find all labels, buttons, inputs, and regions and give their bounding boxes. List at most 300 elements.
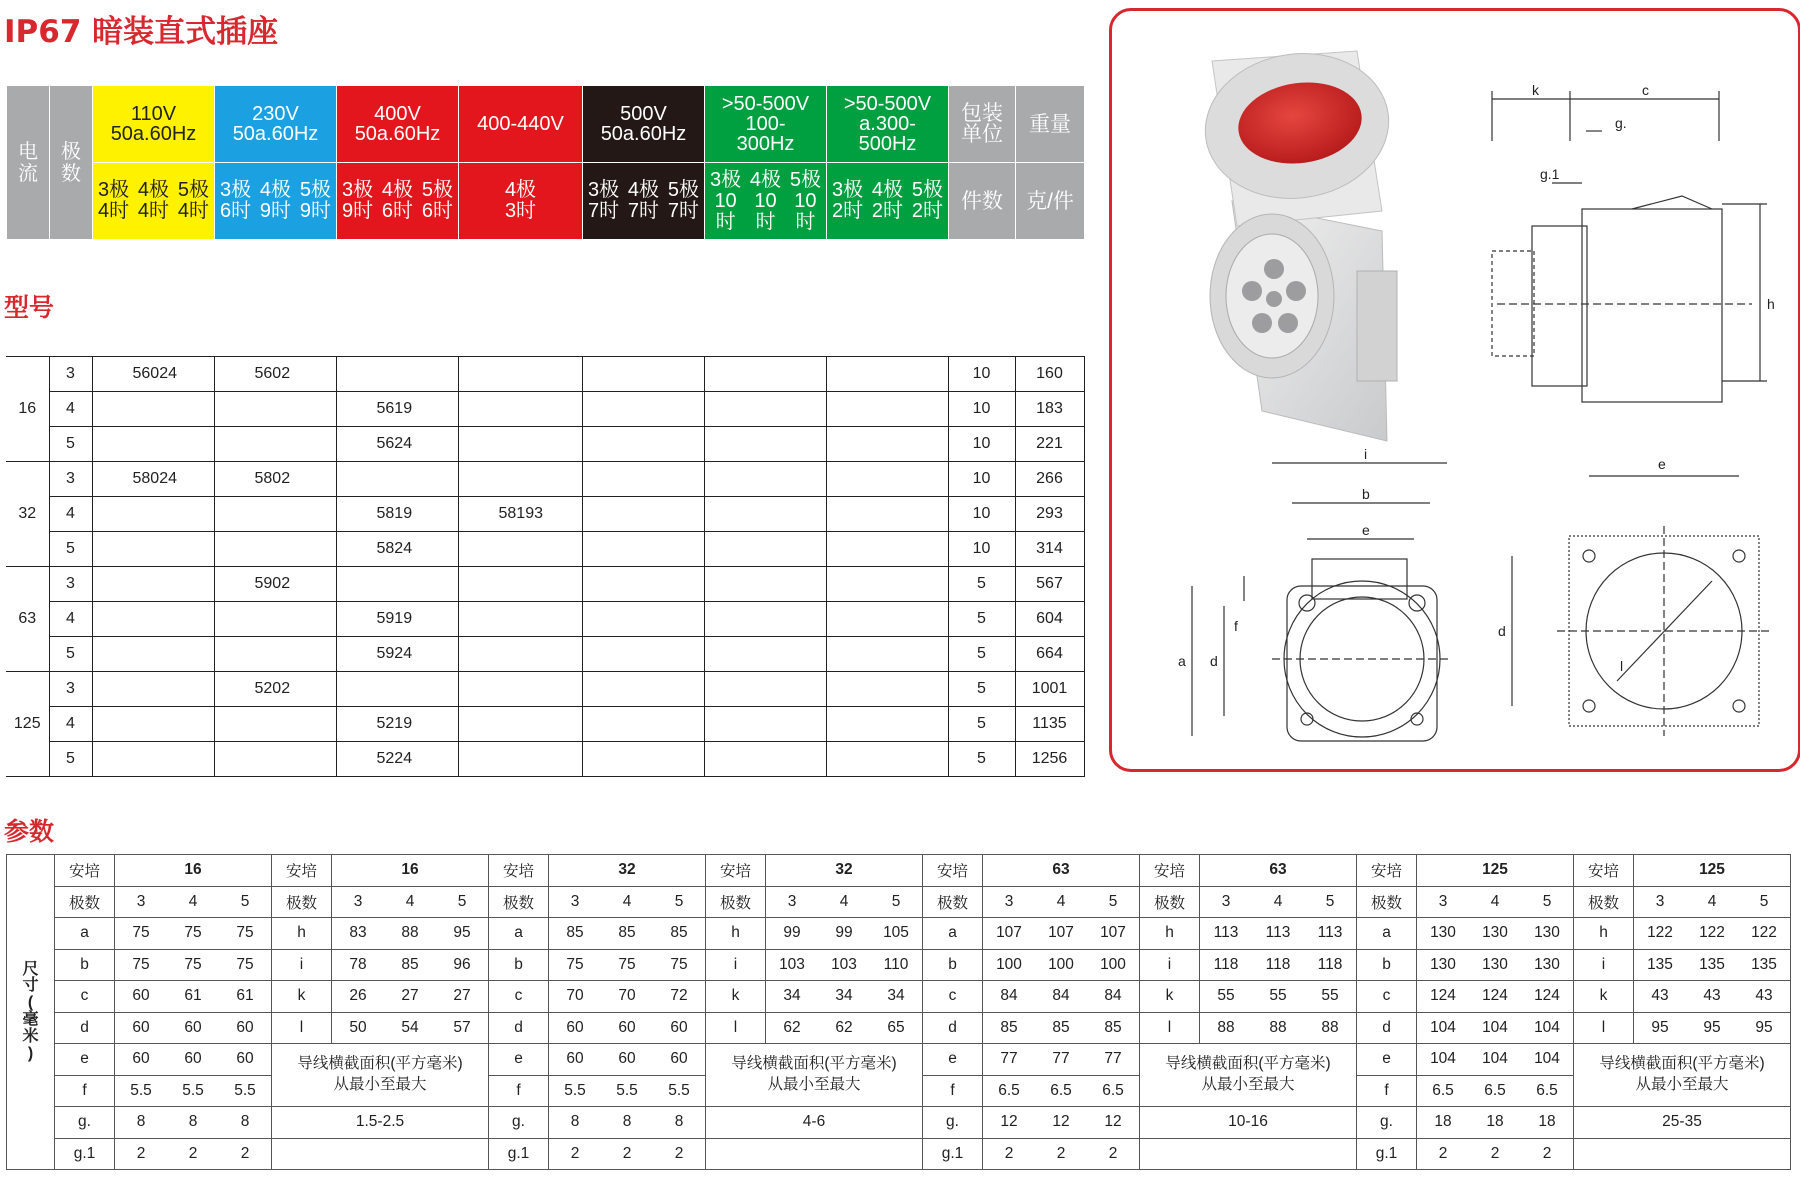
model-pack: 5 (948, 602, 1015, 637)
dim-key: b (923, 949, 983, 981)
dim-value: 4 (1707, 892, 1717, 910)
model-number (92, 392, 214, 427)
value-triplet (549, 1082, 705, 1100)
dim-value: 124 (1482, 987, 1508, 1005)
model-number (214, 707, 336, 742)
poles-label: 极数 (1574, 886, 1634, 918)
pole-hour-label: 5极 4时 (177, 179, 209, 222)
dim-value: 75 (236, 955, 254, 973)
model-number (458, 637, 582, 672)
value-triplet (1200, 1019, 1356, 1037)
dim-value: 6.5 (1484, 1081, 1506, 1099)
model-row (6, 427, 1084, 462)
dim-values (332, 981, 489, 1013)
model-number (214, 392, 336, 427)
model-weight: 664 (1015, 637, 1084, 672)
param-row (7, 918, 1791, 950)
dim-key: l (706, 1012, 766, 1044)
spec-header-table (6, 85, 1085, 240)
value-triplet (549, 1050, 705, 1068)
dim-values (1634, 949, 1791, 981)
pole-hour-label: 4极 6时 (381, 179, 414, 222)
dim-label-c: c (1642, 82, 1649, 98)
dim-value: 104 (1534, 1050, 1560, 1068)
model-number: 5224 (336, 742, 458, 777)
model-number: 5924 (336, 637, 458, 672)
value-triplet (115, 1145, 271, 1163)
dim-value: 8 (188, 1113, 198, 1131)
dim-values (766, 918, 923, 950)
dim-values (1417, 918, 1574, 950)
dim-key: i (706, 949, 766, 981)
model-number (458, 602, 582, 637)
amp-value: 63 (1200, 855, 1357, 887)
dim-key: h (1574, 918, 1634, 950)
dim-key: f (55, 1075, 115, 1107)
dim-value: 130 (1534, 924, 1560, 942)
poles-values (1200, 886, 1357, 918)
dim-value: 62 (835, 1018, 853, 1036)
dim-value: 130 (1430, 924, 1456, 942)
poles-values (332, 886, 489, 918)
dim-value: 60 (618, 1018, 636, 1036)
dim-value: 60 (132, 1050, 150, 1068)
dim-value: 2 (1056, 1144, 1066, 1162)
dim-value: 84 (1000, 987, 1018, 1005)
model-pack: 10 (948, 462, 1015, 497)
dim-value: 85 (401, 955, 419, 973)
param-row (7, 949, 1791, 981)
dim-key: a (1357, 918, 1417, 950)
model-number (704, 427, 826, 462)
model-pack: 10 (948, 497, 1015, 532)
dim-value: 3 (353, 892, 363, 910)
wire-range: 4-6 (706, 1107, 923, 1139)
header-poles-0 (93, 163, 215, 240)
dim-key: l (1140, 1012, 1200, 1044)
dim-value: 130 (1482, 924, 1508, 942)
dim-value: 88 (1321, 1018, 1339, 1036)
dim-value: 43 (1651, 987, 1669, 1005)
value-triplet (1634, 893, 1790, 911)
empty-cell (1574, 1138, 1791, 1170)
model-weight: 1001 (1015, 672, 1084, 707)
dim-values (115, 1044, 272, 1076)
dim-values (1634, 981, 1791, 1013)
model-row (6, 497, 1084, 532)
dim-value: 105 (883, 924, 909, 942)
model-row (6, 672, 1084, 707)
model-current: 32 (6, 462, 49, 567)
dim-values (115, 1075, 272, 1107)
dim-value: 8 (674, 1113, 684, 1131)
dim-value: 107 (1048, 924, 1074, 942)
dim-value: 60 (184, 1050, 202, 1068)
model-number (704, 742, 826, 777)
poles-values (983, 886, 1140, 918)
dim-value: 18 (1538, 1113, 1556, 1131)
value-triplet (115, 1019, 271, 1037)
model-number (92, 672, 214, 707)
dim-value: 85 (1000, 1018, 1018, 1036)
voltage-label: 110V (130, 103, 177, 125)
model-weight: 1135 (1015, 707, 1084, 742)
model-poles: 3 (49, 672, 92, 707)
dim-value: 75 (670, 955, 688, 973)
dim-value: 135 (1751, 955, 1777, 973)
dim-value: 6.5 (1102, 1081, 1124, 1099)
dim-key: k (706, 981, 766, 1013)
param-side-label: 尺 寸 ( 毫 米 ) (7, 855, 55, 1170)
model-number (826, 637, 948, 672)
dim-values (549, 949, 706, 981)
dim-value: 5 (1759, 892, 1769, 910)
value-triplet (983, 1050, 1139, 1068)
dim-key: c (1357, 981, 1417, 1013)
side-view-drawing (1492, 91, 1767, 402)
model-number (582, 742, 704, 777)
dim-key: h (706, 918, 766, 950)
model-number (92, 707, 214, 742)
frequency-label: 50a.60Hz (232, 123, 319, 145)
model-number (458, 742, 582, 777)
dim-value: 43 (1755, 987, 1773, 1005)
pole-hour-label: 5极 2时 (911, 179, 943, 222)
model-number (92, 497, 214, 532)
model-number (336, 462, 458, 497)
dim-value: 95 (1651, 1018, 1669, 1036)
dim-value: 4 (622, 892, 632, 910)
model-pack: 5 (948, 707, 1015, 742)
model-weight: 293 (1015, 497, 1084, 532)
dim-key: c (489, 981, 549, 1013)
poles-label: 极数 (1357, 886, 1417, 918)
product-diagrams (1112, 11, 1798, 769)
dim-value: 60 (618, 1050, 636, 1068)
model-number (704, 637, 826, 672)
dim-key: d (55, 1012, 115, 1044)
model-weight: 160 (1015, 357, 1084, 392)
model-number (458, 707, 582, 742)
dim-value: 61 (236, 987, 254, 1005)
dim-value: 100 (1048, 955, 1074, 973)
param-row (7, 1138, 1791, 1170)
frequency-label: a.300- 500Hz (858, 113, 917, 155)
dim-label-f: f (1234, 618, 1238, 634)
model-number: 58024 (92, 462, 214, 497)
header-voltage-1 (215, 86, 337, 163)
header-weight-label: 重量 (1016, 86, 1085, 163)
dim-value: 12 (1104, 1113, 1122, 1131)
dim-value: 77 (1104, 1050, 1122, 1068)
dim-value: 77 (1000, 1050, 1018, 1068)
dim-values (1417, 1138, 1574, 1170)
dim-values (115, 1107, 272, 1139)
model-poles: 4 (49, 602, 92, 637)
value-triplet (332, 893, 488, 911)
model-number (826, 462, 948, 497)
dim-value: 3 (1655, 892, 1665, 910)
model-number (582, 672, 704, 707)
dim-value: 2 (570, 1144, 580, 1162)
value-triplet (115, 924, 271, 942)
dim-value: 2 (136, 1144, 146, 1162)
value-triplet (766, 924, 922, 942)
wire-range: 10-16 (1140, 1107, 1357, 1139)
dim-key: l (272, 1012, 332, 1044)
model-number: 5202 (214, 672, 336, 707)
dim-value: 3 (1004, 892, 1014, 910)
model-row (6, 567, 1084, 602)
model-weight: 266 (1015, 462, 1084, 497)
dim-values (332, 918, 489, 950)
dim-values (332, 1012, 489, 1044)
model-number (582, 357, 704, 392)
dim-value: 5.5 (616, 1081, 638, 1099)
model-row (6, 742, 1084, 777)
dim-values (549, 981, 706, 1013)
dim-values (332, 949, 489, 981)
dim-value: 4 (1056, 892, 1066, 910)
amp-value: 16 (115, 855, 272, 887)
model-number: 5602 (214, 357, 336, 392)
value-triplet (983, 1019, 1139, 1037)
dim-value: 12 (1000, 1113, 1018, 1131)
model-weight: 1256 (1015, 742, 1084, 777)
dim-value: 6.5 (998, 1081, 1020, 1099)
model-row (6, 357, 1084, 392)
voltage-label: >50-500V (721, 93, 810, 115)
dim-value: 99 (835, 924, 853, 942)
dim-value: 122 (1699, 924, 1725, 942)
dim-value: 5 (674, 892, 684, 910)
model-number (826, 497, 948, 532)
dim-key: e (923, 1044, 983, 1076)
dim-label-a: a (1178, 653, 1186, 669)
model-poles: 5 (49, 637, 92, 672)
dim-value: 5 (1542, 892, 1552, 910)
dim-value: 104 (1430, 1050, 1456, 1068)
model-number (582, 602, 704, 637)
model-number (826, 357, 948, 392)
dim-value: 83 (349, 924, 367, 942)
dim-values (1200, 918, 1357, 950)
dim-value: 75 (132, 924, 150, 942)
dim-label-h: h (1767, 296, 1775, 312)
model-number (214, 532, 336, 567)
value-triplet (1634, 924, 1790, 942)
value-triplet (115, 1082, 271, 1100)
dim-value: 60 (566, 1050, 584, 1068)
dim-value: 60 (236, 1018, 254, 1036)
voltage-label: 230V (252, 103, 299, 125)
param-row (7, 886, 1791, 918)
model-weight: 567 (1015, 567, 1084, 602)
dim-values (1417, 1044, 1574, 1076)
model-row (6, 602, 1084, 637)
model-row (6, 392, 1084, 427)
dim-value: 104 (1482, 1050, 1508, 1068)
dim-value: 18 (1434, 1113, 1452, 1131)
dim-value: 60 (670, 1050, 688, 1068)
value-triplet (766, 987, 922, 1005)
dim-values (983, 918, 1140, 950)
value-triplet (1417, 1019, 1573, 1037)
dim-label-i: i (1364, 446, 1368, 462)
model-number (704, 567, 826, 602)
dim-value: 2 (1542, 1144, 1552, 1162)
dim-value: 5 (1108, 892, 1118, 910)
dim-value: 124 (1534, 987, 1560, 1005)
pole-hour-label: 3极 7时 (588, 179, 620, 222)
dim-value: 113 (1317, 924, 1343, 942)
dim-key: g.1 (923, 1138, 983, 1170)
dim-value: 85 (1052, 1018, 1070, 1036)
dim-label-k: k (1532, 82, 1539, 98)
amp-label: 安培 (272, 855, 332, 887)
dim-value: 113 (1213, 924, 1239, 942)
pole-hour-label: 5极 10时 (789, 168, 821, 233)
pole-hour-label: 3极 6时 (220, 179, 252, 222)
pole-hour-label: 3极 2时 (832, 179, 864, 222)
value-triplet (983, 1145, 1139, 1163)
dim-values (1200, 949, 1357, 981)
value-triplet (549, 1145, 705, 1163)
model-pack: 5 (948, 637, 1015, 672)
dim-label-d-front: d (1210, 653, 1218, 669)
model-table (6, 356, 1085, 777)
pole-hour-label: 4极 3时 (504, 179, 537, 222)
header-pack-label: 包装 单位 (949, 86, 1016, 163)
model-number (582, 497, 704, 532)
model-poles: 4 (49, 707, 92, 742)
dim-values (983, 1107, 1140, 1139)
model-number: 5219 (336, 707, 458, 742)
dim-value: 60 (184, 1018, 202, 1036)
amp-value: 16 (332, 855, 489, 887)
model-number (826, 392, 948, 427)
pole-hour-label: 4极 2时 (871, 179, 904, 222)
model-weight: 221 (1015, 427, 1084, 462)
header-poles-4 (583, 163, 705, 240)
dim-label-d-cutout: d (1498, 623, 1506, 639)
amp-label: 安培 (1574, 855, 1634, 887)
model-number (92, 427, 214, 462)
model-number (826, 567, 948, 602)
dim-value: 60 (566, 1018, 584, 1036)
value-triplet (1200, 987, 1356, 1005)
amp-value: 32 (766, 855, 923, 887)
value-triplet (1200, 956, 1356, 974)
dim-value: 85 (566, 924, 584, 942)
model-number: 5824 (336, 532, 458, 567)
dim-values (115, 1012, 272, 1044)
amp-label: 安培 (489, 855, 549, 887)
dim-key: k (272, 981, 332, 1013)
poles-values (115, 886, 272, 918)
amp-label: 安培 (923, 855, 983, 887)
dim-value: 34 (887, 987, 905, 1005)
dim-values (1634, 918, 1791, 950)
dim-value: 60 (132, 1018, 150, 1036)
dim-value: 118 (1265, 955, 1291, 973)
dim-label-g: g. (1615, 115, 1627, 131)
amp-value: 125 (1634, 855, 1791, 887)
amp-label: 安培 (1140, 855, 1200, 887)
dim-values (549, 1075, 706, 1107)
dim-values (983, 981, 1140, 1013)
dim-value: 6.5 (1050, 1081, 1072, 1099)
dim-value: 75 (132, 955, 150, 973)
dim-values (1417, 1012, 1574, 1044)
model-number: 5619 (336, 392, 458, 427)
value-triplet (766, 1019, 922, 1037)
dim-value: 2 (622, 1144, 632, 1162)
dim-value: 78 (349, 955, 367, 973)
cutout-drawing (1512, 476, 1772, 736)
model-number (214, 602, 336, 637)
dim-key: i (1574, 949, 1634, 981)
wire-range: 1.5-2.5 (272, 1107, 489, 1139)
poles-values (1634, 886, 1791, 918)
dim-value: 103 (779, 955, 805, 973)
model-row (6, 707, 1084, 742)
pole-hour-label: 4极 4时 (137, 179, 170, 222)
model-number (826, 532, 948, 567)
wire-range: 25-35 (1574, 1107, 1791, 1139)
model-number: 56024 (92, 357, 214, 392)
amp-value: 32 (549, 855, 706, 887)
value-triplet (549, 893, 705, 911)
voltage-label: 400V (374, 103, 421, 125)
value-triplet (983, 924, 1139, 942)
model-weight: 183 (1015, 392, 1084, 427)
dim-key: c (923, 981, 983, 1013)
dim-key: f (923, 1075, 983, 1107)
wire-note-line2: 从最小至最大 (1201, 1076, 1295, 1093)
dim-key: f (1357, 1075, 1417, 1107)
dim-value: 55 (1217, 987, 1235, 1005)
front-view-drawing (1192, 463, 1452, 741)
value-triplet (1417, 1082, 1573, 1100)
dim-value: 85 (670, 924, 688, 942)
model-poles: 3 (49, 357, 92, 392)
dim-value: 113 (1265, 924, 1291, 942)
dim-values (115, 918, 272, 950)
dim-key: h (1140, 918, 1200, 950)
dim-key: k (1140, 981, 1200, 1013)
dim-value: 27 (401, 987, 419, 1005)
value-triplet (549, 1113, 705, 1131)
header-voltage-3 (459, 86, 583, 163)
dim-value: 2 (1490, 1144, 1500, 1162)
model-number (704, 462, 826, 497)
model-number (92, 567, 214, 602)
param-section-title: 参数 (4, 817, 55, 846)
model-pack: 10 (948, 357, 1015, 392)
dim-values (1200, 981, 1357, 1013)
dim-values (549, 1107, 706, 1139)
header-poles-label: 极 数 (50, 86, 93, 240)
model-pack: 5 (948, 567, 1015, 602)
dim-value: 88 (1217, 1018, 1235, 1036)
dim-value: 130 (1482, 955, 1508, 973)
header-voltage-0 (93, 86, 215, 163)
model-row (6, 637, 1084, 672)
value-triplet (332, 956, 488, 974)
dim-value: 85 (1104, 1018, 1122, 1036)
voltage-label: 400-440V (477, 113, 564, 135)
